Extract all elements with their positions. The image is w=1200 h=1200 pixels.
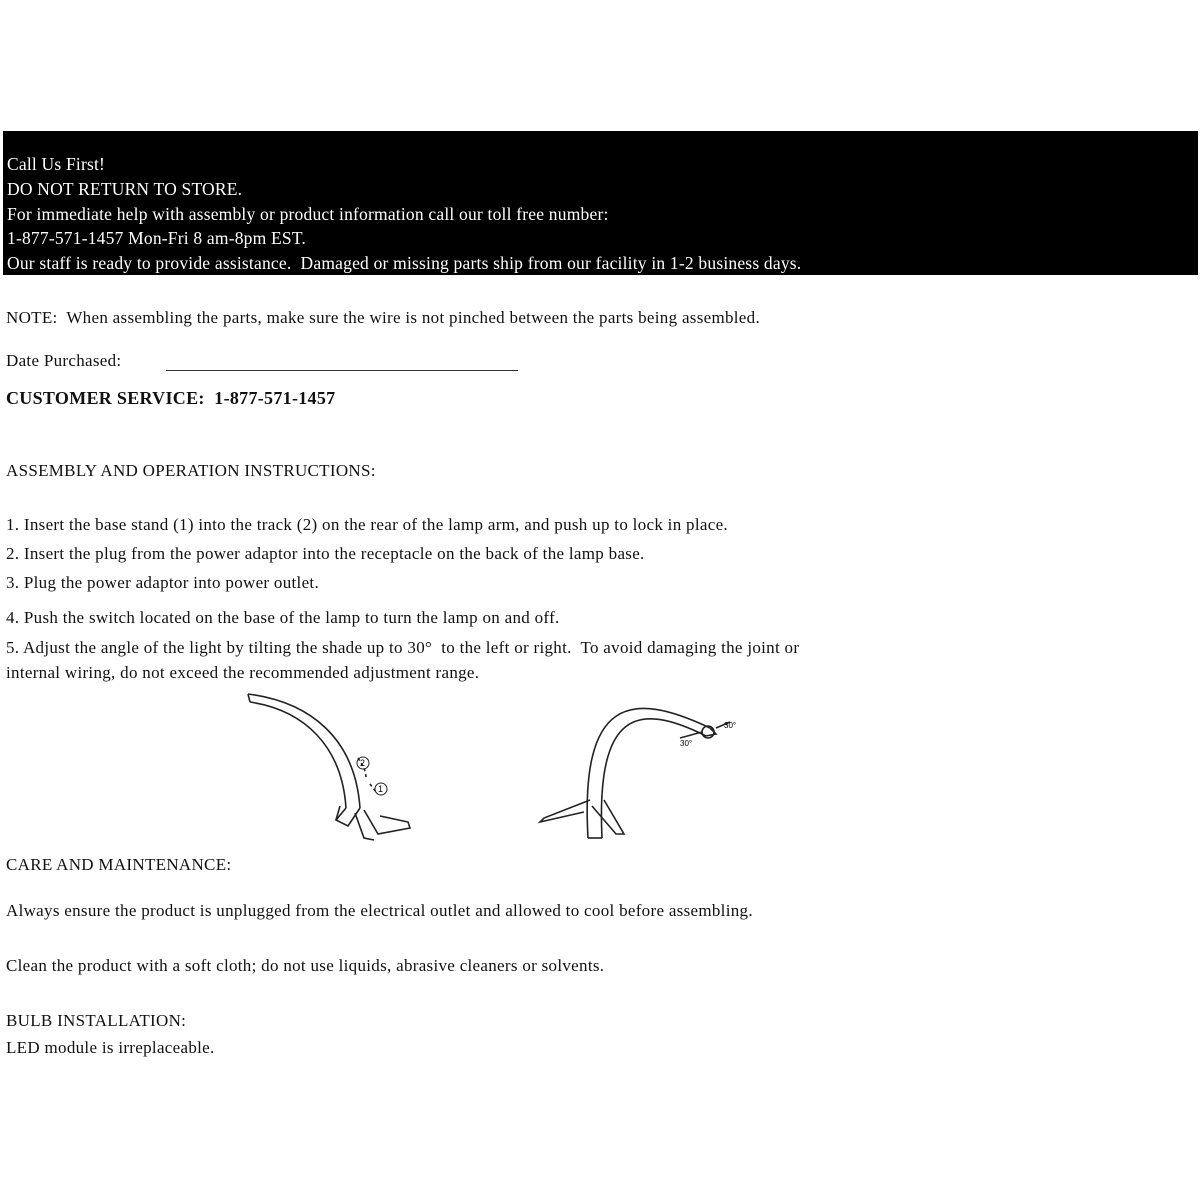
- note-text: NOTE: When assembling the parts, make sure the wire is not pinched between the parts being assembled.: [6, 308, 761, 327]
- assembled-lamp-illustration: [540, 708, 730, 838]
- assembly-figure-base-stand: [240, 688, 430, 848]
- tilt-angle-left-label: 30°: [680, 739, 693, 748]
- assembly-figure-tilt: [530, 688, 750, 848]
- care-line-clean: Clean the product with a soft cloth; do not use liquids, abrasive cleaners or solvents.: [6, 956, 605, 975]
- step-1: 1. Insert the base stand (1) into the track (2) on the rear of the lamp arm, and push up to lock in place.: [6, 515, 728, 534]
- step-5: 5. Adjust the angle of the light by tilting the shade up to 30° to the left or right. To avoid damaging the joint or: [6, 638, 800, 657]
- tilt-angle-right-label: 30°: [724, 721, 737, 730]
- step-3: 3. Plug the power adaptor into power outlet.: [6, 573, 319, 592]
- customer-service-text: CUSTOMER SERVICE: 1-877-571-1457: [6, 388, 336, 408]
- banner-do-not-return: DO NOT RETURN TO STORE.: [7, 178, 243, 199]
- care-heading: CARE AND MAINTENANCE:: [6, 855, 232, 874]
- date-purchased-line: [166, 370, 518, 371]
- part-2-label: 2: [360, 758, 366, 768]
- banner-title: Call Us First!: [7, 154, 106, 174]
- banner-help-text: For immediate help with assembly or product information call our toll free number:: [7, 203, 609, 224]
- bulb-heading: BULB INSTALLATION:: [6, 1011, 187, 1030]
- care-line-unplug: Always ensure the product is unplugged from the electrical outlet and allowed to cool before assembling.: [6, 901, 753, 920]
- part-1-label: 1: [378, 784, 384, 794]
- lamp-arm-illustration: [248, 694, 410, 840]
- bulb-text: LED module is irreplaceable.: [6, 1038, 215, 1057]
- call-us-first-banner: [3, 131, 1198, 275]
- date-purchased-label: Date Purchased:: [6, 351, 122, 370]
- step-4: 4. Push the switch located on the base of the lamp to turn the lamp on and off.: [6, 608, 560, 627]
- assembly-heading: ASSEMBLY AND OPERATION INSTRUCTIONS:: [6, 461, 376, 480]
- banner-phone-hours: 1-877-571-1457 Mon-Fri 8 am-8pm EST.: [7, 228, 307, 249]
- step-2: 2. Insert the plug from the power adaptor into the receptacle on the back of the lamp base.: [6, 544, 645, 563]
- step-5-continued: internal wiring, do not exceed the recommended adjustment range.: [6, 663, 480, 682]
- banner-staff-text: Our staff is ready to provide assistance. Damaged or missing parts ship from our facility in 1-2 business days.: [7, 253, 802, 274]
